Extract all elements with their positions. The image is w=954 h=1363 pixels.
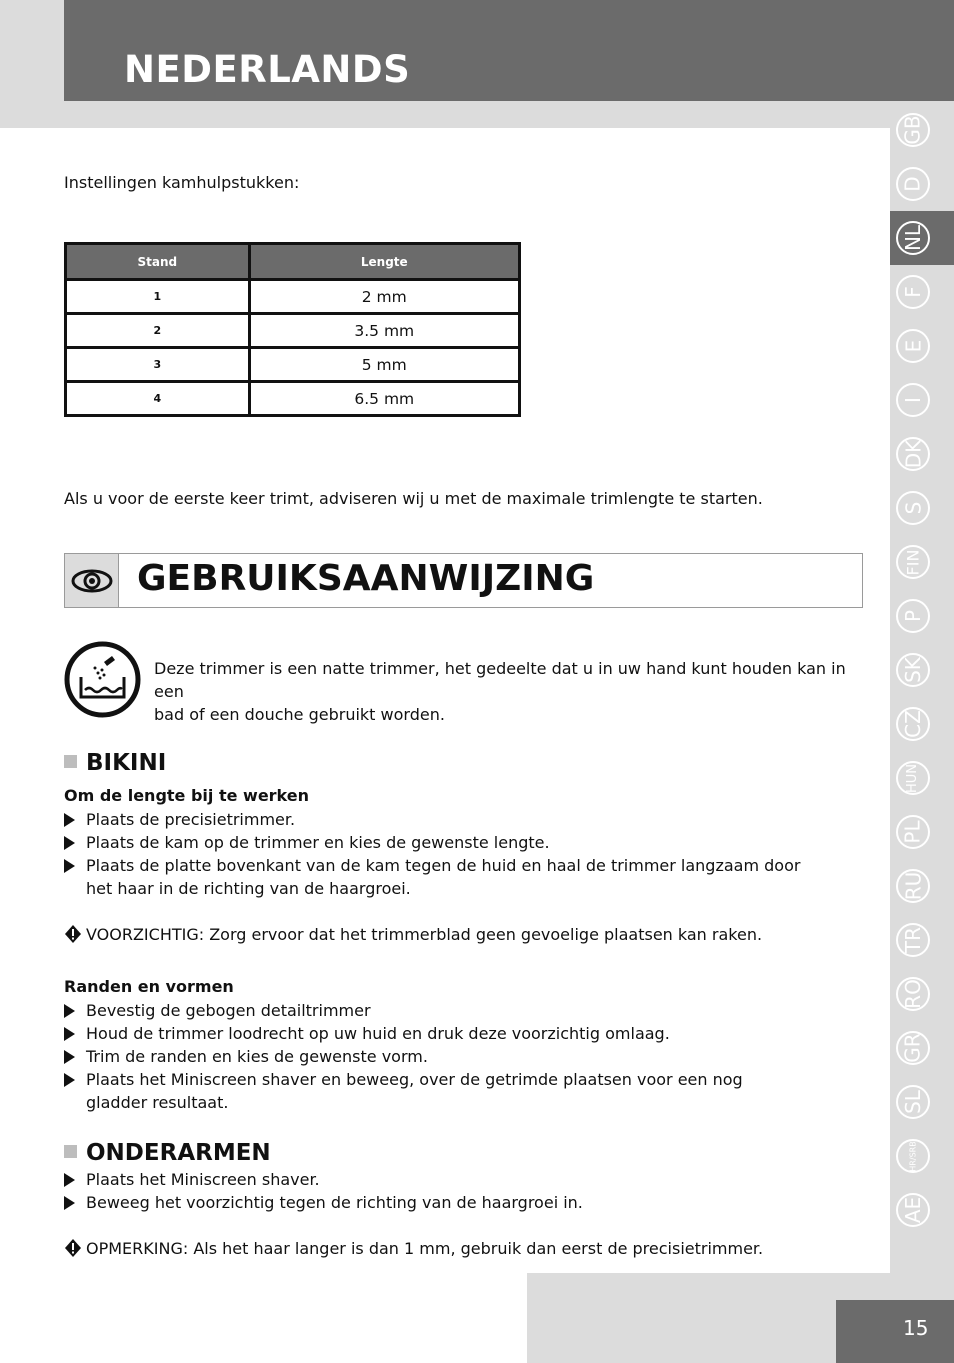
table-header-row [66,244,520,280]
language-tab-fin[interactable] [896,545,930,579]
triangle-bullet-icon [64,813,75,827]
warning-icon [64,1238,82,1264]
triangle-bullet-icon [64,1196,75,1210]
language-tab-e[interactable] [896,329,930,363]
language-tab-label: NL [900,224,925,252]
advice-text: Als u voor de eerste keer trimt, adviseren wij u met de maximale trimlengte te starten. [64,489,763,508]
bikini-heading [64,750,166,776]
square-bullet-icon [64,755,77,768]
language-tab-nl[interactable] [896,221,930,255]
note [64,1237,763,1264]
triangle-bullet-icon [64,1027,75,1041]
language-tab-s[interactable] [896,491,930,525]
lengte-cell: 6.5 mm [249,382,519,416]
wet-use-note [154,657,864,726]
stand-cell: 1 [66,280,250,314]
language-tab-pl[interactable] [896,815,930,849]
list-item-text: Houd de trimmer loodrecht op uw huid en druk deze voorzichtig omlaag. [86,1024,670,1043]
language-tab-label: RU [900,871,925,901]
triangle-bullet-icon [64,859,75,873]
section-title: GEBRUIKSAANWIJZING [137,558,595,599]
stand-cell: 4 [66,382,250,416]
lengte-cell: 5 mm [249,348,519,382]
language-tab-p[interactable] [896,599,930,633]
square-bullet-icon [64,1145,77,1158]
language-tab-label: D [901,176,925,192]
list-item-text: Plaats de precisietrimmer. [86,810,296,829]
list-item-text: Trim de randen en kies de gewenste vorm. [86,1047,428,1066]
language-tab-label: CZ [900,710,925,738]
table-row [66,382,520,416]
language-tab-label: HR/SRB [908,1140,918,1172]
language-tab-ro[interactable] [896,977,930,1011]
wet-note-line: bad of een douche gebruikt worden. [154,705,445,724]
list-item-text: het haar in de richting van de haargroei. [86,879,411,898]
note-text: OPMERKING: Als het haar langer is dan 1 mm, gebruik dan eerst de precisietrimmer. [86,1239,764,1258]
list-item-text: Plaats de kam op de trimmer en kies de gewenste lengte. [86,833,550,852]
language-tab-label: F [900,286,925,298]
language-tab-label: FIN [903,549,923,575]
language-tab-tr[interactable] [896,923,930,957]
stand-cell: 3 [66,348,250,382]
warning-icon [64,924,82,950]
language-tab-label: RO [900,979,925,1009]
caution-note [64,923,762,950]
intro-text: Instellingen kamhulpstukken: [64,173,300,192]
caution-text: VOORZICHTIG: Zorg ervoor dat het trimmerblad geen gevoelige plaatsen kan raken. [86,925,763,944]
column-header-lengte: Lengte [249,244,519,280]
language-tab-ae[interactable] [896,1193,930,1227]
language-tab-gb[interactable] [896,113,930,147]
page-title: NEDERLANDS [124,48,411,91]
triangle-bullet-icon [64,1050,75,1064]
settings-table [64,242,521,417]
language-tab-hr-srb[interactable] [896,1139,930,1173]
language-tab-label: GR [901,1033,925,1063]
list-item-text: gladder resultaat. [86,1093,229,1112]
content-panel-bottom [0,1273,527,1363]
triangle-bullet-icon [64,1073,75,1087]
length-heading: Om de lengte bij te werken [64,786,310,805]
language-tab-label: SL [901,1090,925,1114]
bikini-title: BIKINI [86,750,167,776]
table-row [66,314,520,348]
triangle-bullet-icon [64,836,75,850]
table-row [66,348,520,382]
language-tab-sl[interactable] [896,1085,930,1119]
language-tab-label: DK [900,439,925,469]
language-tab-label: S [900,501,925,515]
language-tab-hun[interactable] [896,761,930,795]
onderarmen-title: ONDERARMEN [86,1140,271,1166]
language-tab-label: E [900,339,925,353]
edges-heading: Randen en vormen [64,977,234,996]
table-row [66,280,520,314]
eye-icon [65,554,119,607]
language-tab-label: P [901,609,925,623]
language-tab-label: AE [900,1196,925,1224]
language-tab-sk[interactable] [896,653,930,687]
language-tab-label: TR [901,926,925,954]
stand-cell: 2 [66,314,250,348]
page-number: 15 [903,1316,929,1340]
lengte-cell: 3.5 mm [249,314,519,348]
lengte-cell: 2 mm [249,280,519,314]
page-number-box [836,1300,954,1363]
section-header [64,553,863,608]
language-tab-dk[interactable] [896,437,930,471]
triangle-bullet-icon [64,1173,75,1187]
language-tab-gr[interactable] [896,1031,930,1065]
list-item-text: Bevestig de gebogen detailtrimmer [86,1001,371,1020]
list-item-text: Plaats het Miniscreen shaver. [86,1170,320,1189]
list-item-text: Plaats de platte bovenkant van de kam tegen de huid en haal de trimmer langzaam door [86,856,801,875]
language-tab-label: PL [900,820,925,844]
language-tab-label: GB [901,115,925,145]
wet-note-line: Deze trimmer is een natte trimmer, het gedeelte dat u in uw hand kunt houden kan in een [154,659,846,701]
language-tab-label: I [901,397,925,403]
triangle-bullet-icon [64,1004,75,1018]
list-item-text: Plaats het Miniscreen shaver en beweeg, over de getrimde plaatsen voor een nog [86,1070,743,1089]
list-item-text: Beweeg het voorzichtig tegen de richting van de haargroei in. [86,1193,583,1212]
onderarmen-heading [64,1140,271,1166]
bath-shower-icon [64,641,141,718]
column-header-stand: Stand [66,244,250,280]
language-tab-cz[interactable] [896,707,930,741]
language-tab-f[interactable] [896,275,930,309]
language-tab-label: HUN [905,763,921,793]
language-tab-d[interactable] [896,167,930,201]
language-tab-i[interactable] [896,383,930,417]
language-tab-label: SK [901,657,925,683]
language-tab-ru[interactable] [896,869,930,903]
